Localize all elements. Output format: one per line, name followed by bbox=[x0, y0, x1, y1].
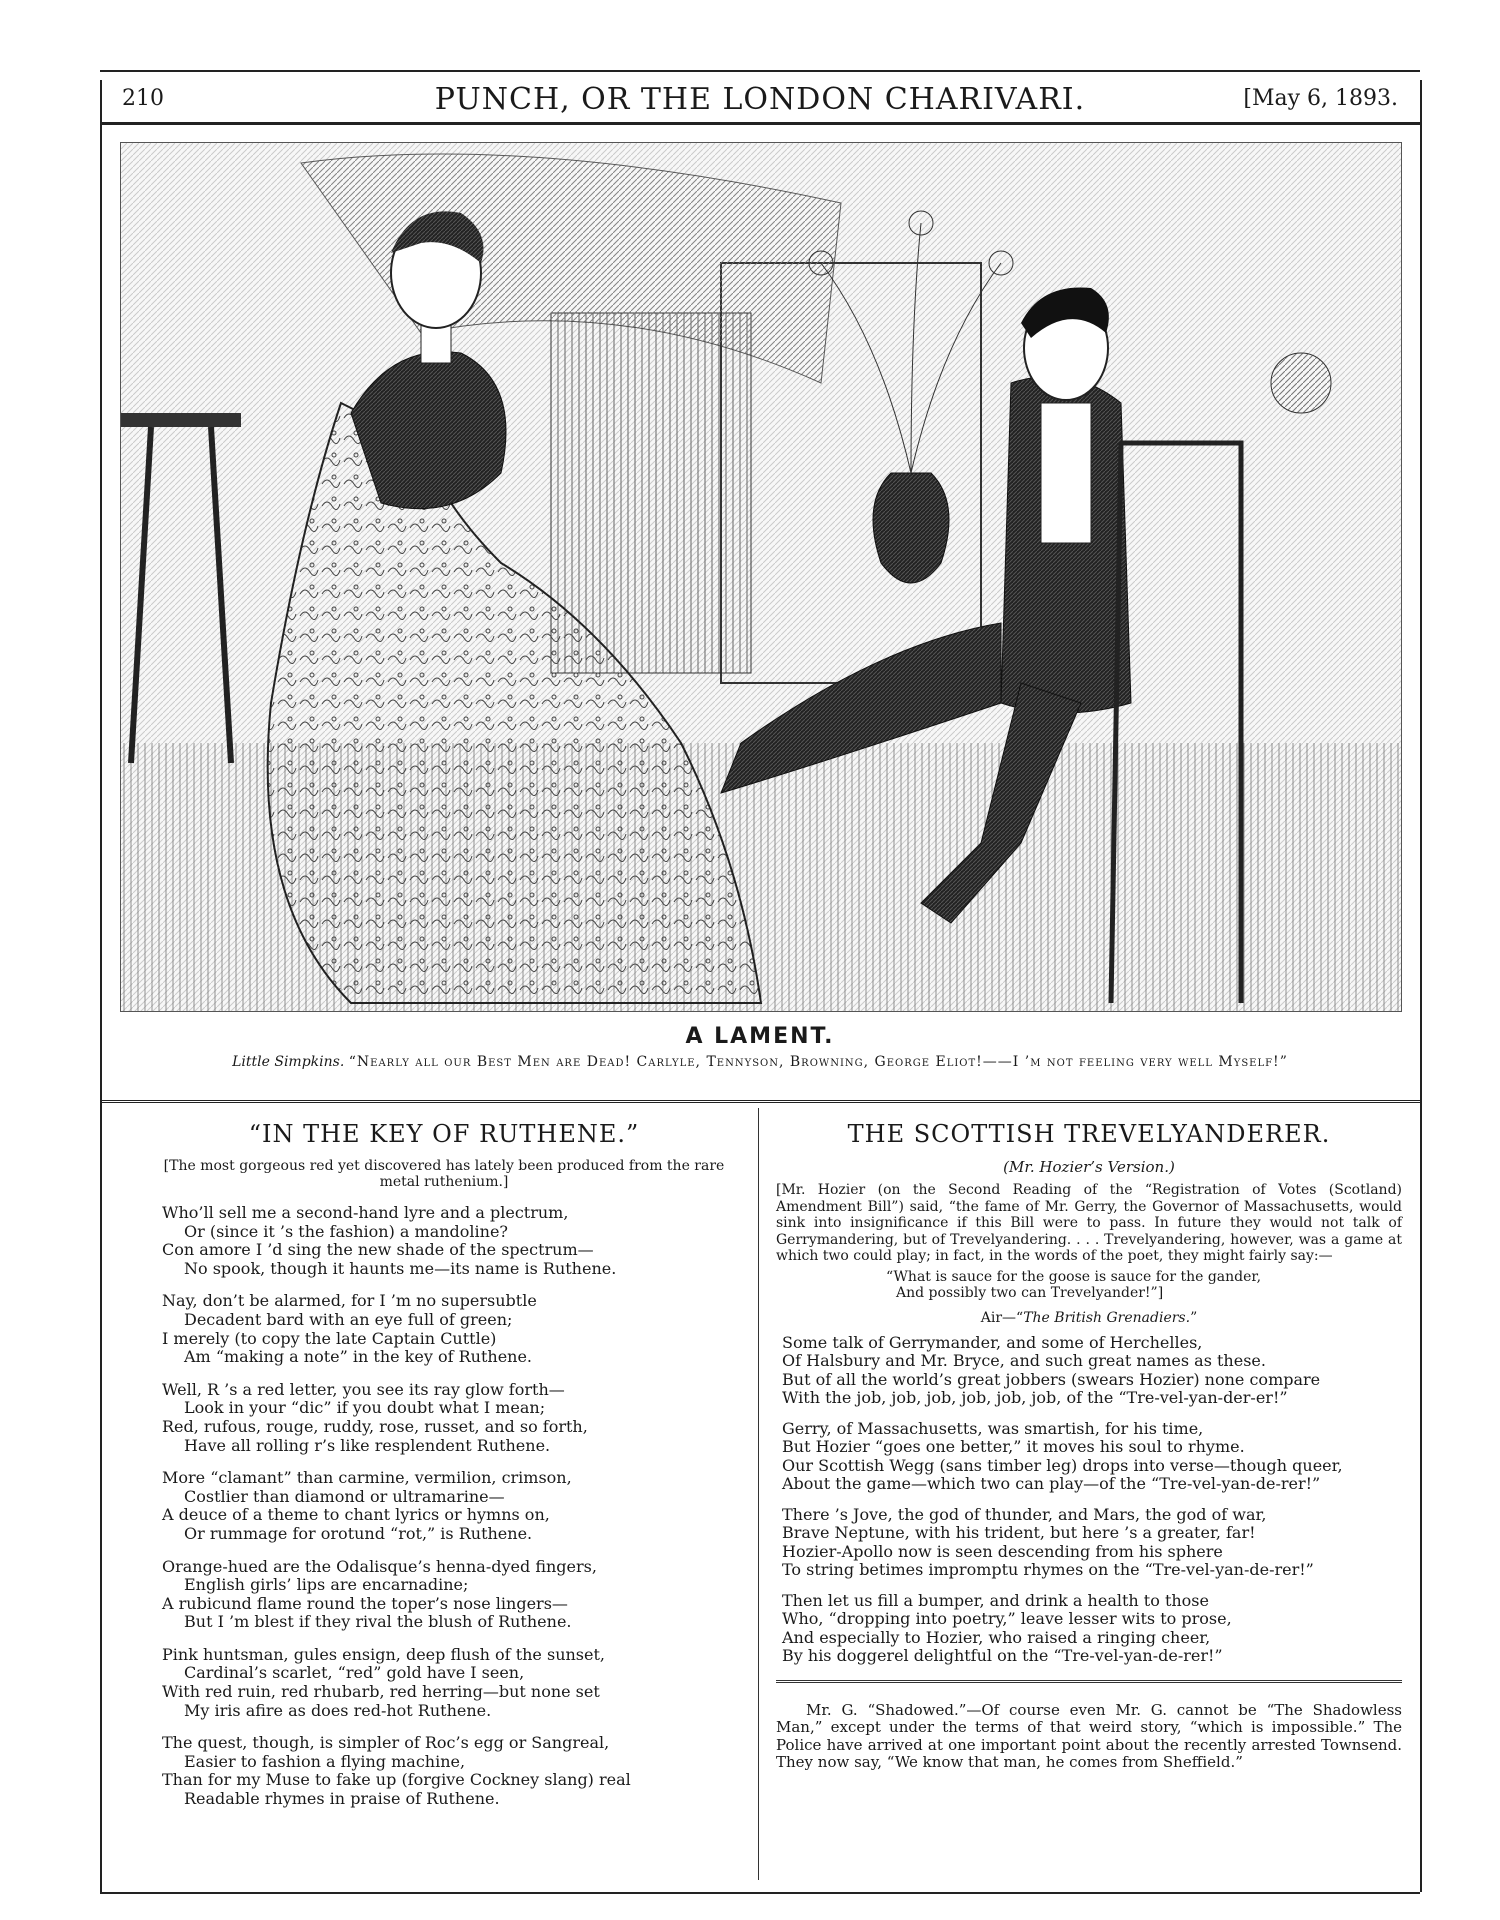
stanza bbox=[162, 1734, 740, 1808]
verse-line: Hozier-Apollo now is seen descending from his sphere bbox=[782, 1541, 1223, 1561]
stanza bbox=[782, 1506, 1402, 1580]
stanza bbox=[162, 1204, 740, 1278]
stanza bbox=[162, 1558, 740, 1632]
verse-line: Some talk of Gerrymander, and some of Herchelles, bbox=[782, 1332, 1203, 1352]
verse-line: Pink huntsman, gules ensign, deep flush of the sunset, bbox=[162, 1644, 605, 1664]
verse-line: Nay, don’t be alarmed, for I ’m no supersubtle bbox=[162, 1291, 537, 1311]
verse-line: Our Scottish Wegg (sans timber leg) drops into verse—though queer, bbox=[782, 1455, 1343, 1475]
verse-line: Who, “dropping into poetry,” leave lesser wits to prose, bbox=[782, 1609, 1232, 1628]
trevelyanderer-stanzas bbox=[776, 1334, 1402, 1666]
verse-line: The quest, though, is simpler of Roc’s egg or Sangreal, bbox=[162, 1733, 610, 1753]
verse-line: But Hozier “goes one better,” it moves his soul to rhyme. bbox=[782, 1437, 1245, 1456]
verse-line: My iris afire as does red-hot Ruthene. bbox=[184, 1700, 492, 1720]
cartoon-drawing bbox=[121, 143, 1401, 1011]
verse-line: Who’ll sell me a second-hand lyre and a plectrum, bbox=[162, 1203, 569, 1222]
verse-line: Look in your “dic” if you doubt what I mean; bbox=[184, 1398, 546, 1418]
cartoon-illustration bbox=[120, 142, 1402, 1012]
masthead-title: PUNCH, OR THE LONDON CHARIVARI. bbox=[434, 82, 1086, 117]
stanza bbox=[782, 1334, 1402, 1408]
right-column bbox=[776, 1114, 1402, 1772]
stanza bbox=[162, 1469, 740, 1543]
verse-line: English girls’ lips are encarnadine; bbox=[184, 1575, 469, 1595]
verse-line: Am “making a note” in the key of Ruthene. bbox=[184, 1347, 533, 1367]
verse-line: About the game—which two can play—of the “Tre-vel-yan-de-rer!” bbox=[782, 1474, 1321, 1493]
verse-line: Then let us fill a bumper, and drink a health to those bbox=[782, 1590, 1209, 1610]
verse-line: No spook, though it haunts me—its name is Ruthene. bbox=[184, 1258, 617, 1278]
stanza bbox=[782, 1592, 1402, 1666]
verse-line: With red ruin, red rhubarb, red herring—but none set bbox=[162, 1682, 600, 1702]
verse-line: But I ’m blest if they rival the blush of Ruthene. bbox=[184, 1612, 572, 1632]
verse-line: Cardinal’s scarlet, “red” gold have I seen, bbox=[184, 1663, 525, 1683]
trevelyanderer-intro: [Mr. Hozier (on the Second Reading of the “Registration of Votes (Scotland) Amendment Bill”) said, “the fame of Mr. Gerry, the Governor of Massachusetts, would sink into insignificance if this Bill were to pass. In future they would not talk of Gerrymandering, but of Trevelyandering. . . . Trevelyandering, however, was a game at which two could play; in fact, in the words of the poet, they might fairly say:— bbox=[776, 1182, 1402, 1264]
page-header bbox=[100, 78, 1420, 122]
trevelyanderer-quote bbox=[886, 1269, 1402, 1302]
trevelyanderer-subtitle: (Mr. Hozier’s Version.) bbox=[1003, 1158, 1175, 1176]
page-number: 210 bbox=[122, 86, 164, 111]
verse-line: Red, rufous, rouge, ruddy, rose, russet, and so forth, bbox=[162, 1416, 588, 1436]
verse-line: Con amore I ’d sing the new shade of the spectrum— bbox=[162, 1240, 594, 1260]
verse-line: Costlier than diamond or ultramarine— bbox=[184, 1486, 505, 1506]
ruthene-poem-title: “IN THE KEY OF RUTHENE.” bbox=[248, 1120, 640, 1148]
verse-line: A rubicund flame round the toper’s nose lingers— bbox=[162, 1593, 568, 1613]
section-rule bbox=[100, 1100, 1420, 1106]
air-end: ” bbox=[1190, 1309, 1198, 1326]
verse-line: Well, R ’s a red letter, you see its ray glow forth— bbox=[162, 1379, 565, 1399]
stanza bbox=[782, 1420, 1402, 1494]
cartoon-caption bbox=[120, 1054, 1400, 1071]
verse-line: With the job, job, job, job, job, job, of the “Tre-vel-yan-der-er!” bbox=[782, 1388, 1288, 1407]
header-rule bbox=[100, 122, 1420, 125]
verse-line: Readable rhymes in praise of Ruthene. bbox=[184, 1789, 500, 1809]
verse-line: I merely (to copy the late Captain Cuttle) bbox=[162, 1328, 497, 1348]
verse-line: Or (since it ’s the fashion) a mandoline? bbox=[184, 1221, 509, 1241]
paragraph-rule bbox=[776, 1680, 1402, 1686]
shadowed-paragraph: Mr. G. “Shadowed.”—Of course even Mr. G. cannot be “The Shadowless Man,” except under the terms of that weird story, “which is impossible.” The Police have arrived at one important point about the recently arrested Townsend. They now say, “We know that man, he comes from Sheffield.” bbox=[776, 1700, 1402, 1771]
issue-date: [May 6, 1893. bbox=[1243, 86, 1398, 111]
column-divider bbox=[758, 1108, 759, 1880]
verse-line: A deuce of a theme to chant lyrics or hymns on, bbox=[162, 1505, 550, 1525]
left-column bbox=[148, 1114, 740, 1823]
verse-line: To string betimes impromptu rhymes on the “Tre-vel-yan-de-rer!” bbox=[782, 1560, 1314, 1579]
verse-line: Than for my Muse to fake up (forgive Cockney slang) real bbox=[162, 1770, 631, 1790]
air-title: The British Grenadiers. bbox=[1023, 1309, 1191, 1326]
bottom-rule bbox=[100, 1892, 1420, 1894]
verse-line: Of Halsbury and Mr. Bryce, and such great names as these. bbox=[782, 1351, 1266, 1370]
top-rule bbox=[100, 70, 1420, 72]
stanza bbox=[162, 1646, 740, 1720]
caption-speaker: Little Simpkins. bbox=[232, 1054, 345, 1070]
verse-line: There ’s Jove, the god of thunder, and Mars, the god of war, bbox=[782, 1504, 1267, 1524]
trevelyanderer-title: THE SCOTTISH TREVELYANDERER. bbox=[847, 1120, 1331, 1148]
air-label: Air—“ bbox=[980, 1309, 1024, 1326]
quote-line: And possibly two can Trevelyander!”] bbox=[896, 1285, 1164, 1301]
stanza bbox=[162, 1381, 740, 1455]
verse-line: Have all rolling r’s like resplendent Ruthene. bbox=[184, 1435, 551, 1455]
ruthene-stanzas bbox=[148, 1204, 740, 1809]
verse-line: And especially to Hozier, who raised a ringing cheer, bbox=[782, 1627, 1211, 1647]
verse-line: By his doggerel delightful on the “Tre-vel-yan-de-rer!” bbox=[782, 1646, 1223, 1665]
cartoon-title: A LAMENT. bbox=[685, 1024, 835, 1049]
verse-line: Or rummage for orotund “rot,” is Ruthene. bbox=[184, 1523, 533, 1543]
verse-line: Decadent bard with an eye full of green; bbox=[184, 1309, 513, 1329]
verse-line: But of all the world’s great jobbers (swears Hozier) none compare bbox=[782, 1369, 1321, 1389]
verse-line: Gerry, of Massachusetts, was smartish, for his time, bbox=[782, 1418, 1204, 1438]
verse-line: Orange-hued are the Odalisque’s henna-dyed fingers, bbox=[162, 1556, 597, 1576]
quote-line: “What is sauce for the goose is sauce for the gander, bbox=[886, 1268, 1262, 1285]
caption-quote: “Nearly all our Best Men are Dead! Carlyle, Tennyson, Browning, George Eliot!——I ’m not feeling very well Myself!” bbox=[348, 1054, 1288, 1070]
verse-line: Brave Neptune, with his trident, but here ’s a greater, far! bbox=[782, 1523, 1256, 1542]
verse-line: Easier to fashion a flying machine, bbox=[184, 1751, 466, 1771]
verse-line: More “clamant” than carmine, vermilion, crimson, bbox=[162, 1468, 572, 1488]
stanza bbox=[162, 1292, 740, 1366]
ruthene-note: [The most gorgeous red yet discovered has lately been produced from the rare metal ruthenium.] bbox=[163, 1158, 725, 1190]
air-line bbox=[776, 1310, 1402, 1326]
